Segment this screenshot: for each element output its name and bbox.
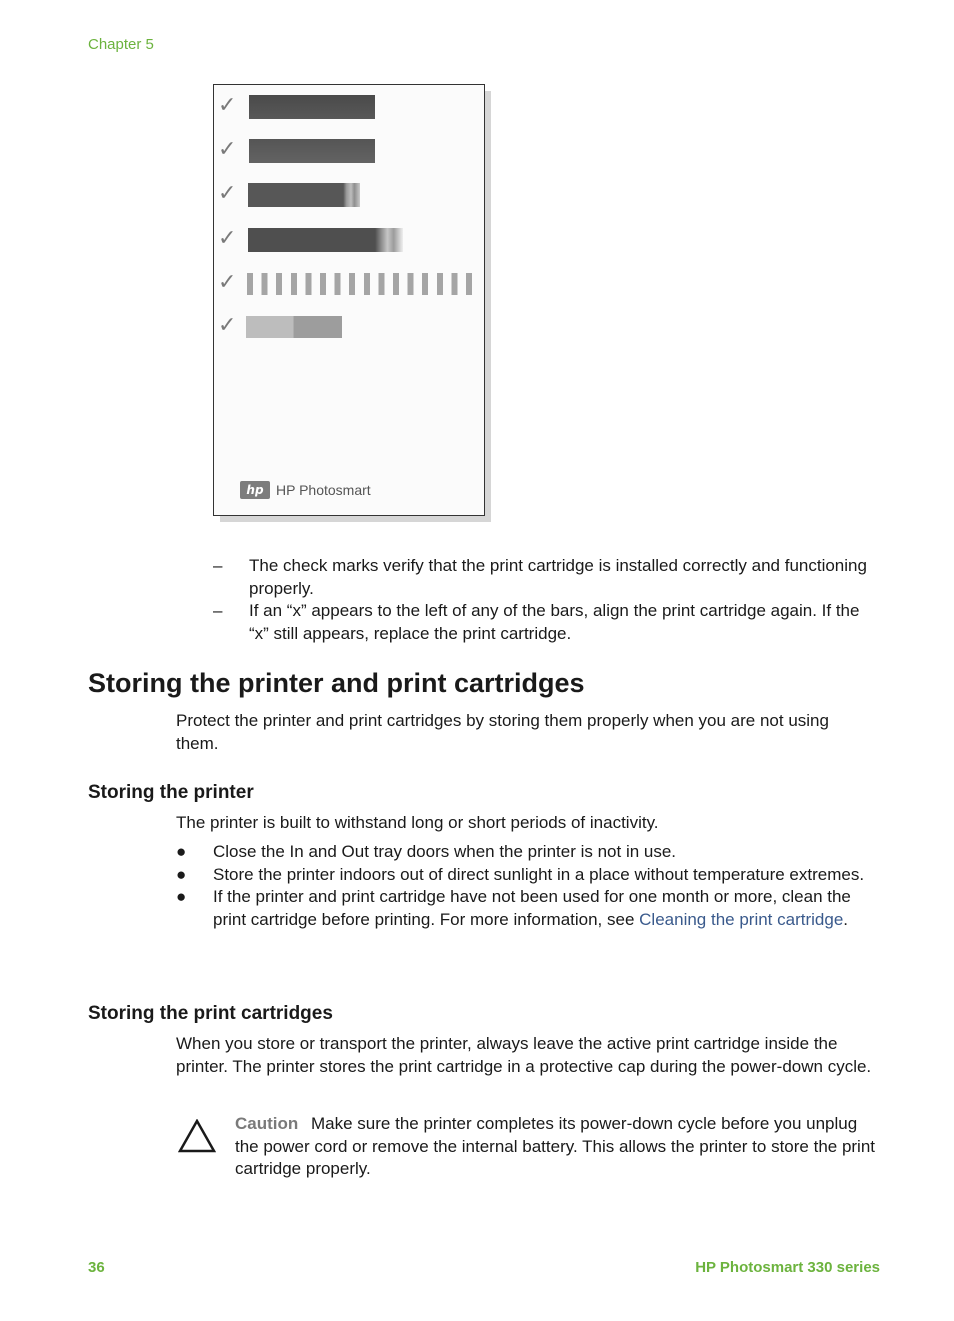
- test-row: [214, 226, 484, 252]
- list-item: [176, 886, 876, 931]
- link-suffix: .: [843, 909, 849, 929]
- test-row: [214, 313, 484, 339]
- caution-note: [176, 1113, 876, 1181]
- list-item: [176, 841, 876, 864]
- check-icon: ✓: [218, 137, 237, 162]
- list-item: [213, 600, 873, 645]
- test-page-figure: [213, 84, 485, 516]
- caution-body: [235, 1113, 876, 1181]
- warning-icon: [178, 1119, 216, 1153]
- hp-logo-icon: hp: [240, 481, 270, 499]
- bullet-text: Store the printer indoors out of direct sunlight in a place without temperature extremes.: [213, 864, 865, 884]
- product-name: HP Photosmart 330 series: [695, 1259, 880, 1276]
- check-icon: ✓: [218, 181, 237, 206]
- check-icon: ✓: [218, 270, 237, 295]
- test-row: [214, 137, 484, 163]
- bullet-marker: ●: [176, 842, 187, 861]
- test-row: [214, 270, 484, 296]
- test-bar: [248, 228, 403, 252]
- section-intro: Protect the printer and print cartridges by storing them properly when you are not using them.: [176, 711, 829, 753]
- test-row: [214, 93, 484, 119]
- test-bar: [249, 139, 375, 163]
- bullet-marker: ●: [176, 887, 187, 906]
- test-bar: [247, 273, 479, 295]
- list-item: [176, 864, 876, 887]
- note-text: The check marks verify that the print cartridge is installed correctly and functioning properly.: [249, 556, 867, 598]
- storing-cartridges-intro: When you store or transport the printer, always leave the active print cartridge inside the printer. The printer stores the print cartridge in a protective cap during the power-down cycle.: [176, 1034, 872, 1076]
- caution-text: Make sure the printer completes its power-down cycle before you unplug the power cord or remove the internal battery. This allows the printer to store the print cartridge properly.: [235, 1114, 876, 1178]
- section-title: Storing the printer and print cartridges: [88, 668, 585, 698]
- test-row: [214, 181, 484, 207]
- check-icon: ✓: [218, 226, 237, 251]
- cleaning-cartridge-link[interactable]: Cleaning the print cartridge: [639, 909, 844, 929]
- list-item: [213, 555, 873, 600]
- check-icon: ✓: [218, 313, 237, 338]
- page-number: 36: [88, 1259, 105, 1276]
- chapter-label: Chapter 5: [88, 36, 154, 53]
- notes-list: [213, 555, 873, 645]
- storing-cartridges-heading: Storing the print cartridges: [88, 1003, 333, 1024]
- brand-name: HP Photosmart: [276, 482, 371, 498]
- storing-printer-intro: The printer is built to withstand long or short periods of inactivity.: [176, 813, 659, 832]
- caution-label: Caution: [235, 1114, 299, 1133]
- hp-brand: [240, 481, 371, 499]
- bullet-text: Close the In and Out tray doors when the printer is not in use.: [213, 842, 677, 861]
- test-bar: [249, 95, 375, 119]
- test-bar: [248, 183, 360, 207]
- note-text: If an “x” appears to the left of any of the bars, align the print cartridge again. If the “x” still appears, replace the print cartridge.: [249, 601, 860, 643]
- storing-printer-heading: Storing the printer: [88, 782, 254, 803]
- check-icon: ✓: [218, 93, 237, 118]
- test-bar: [246, 316, 342, 338]
- bullet-text: If the printer and print cartridge have not been used for one month or more, clean the print cartridge before printing. For more information, see: [213, 887, 851, 929]
- dash-marker: –: [213, 556, 223, 575]
- dash-marker: –: [213, 601, 223, 620]
- bullet-marker: ●: [176, 864, 187, 884]
- storing-printer-list: [176, 841, 876, 931]
